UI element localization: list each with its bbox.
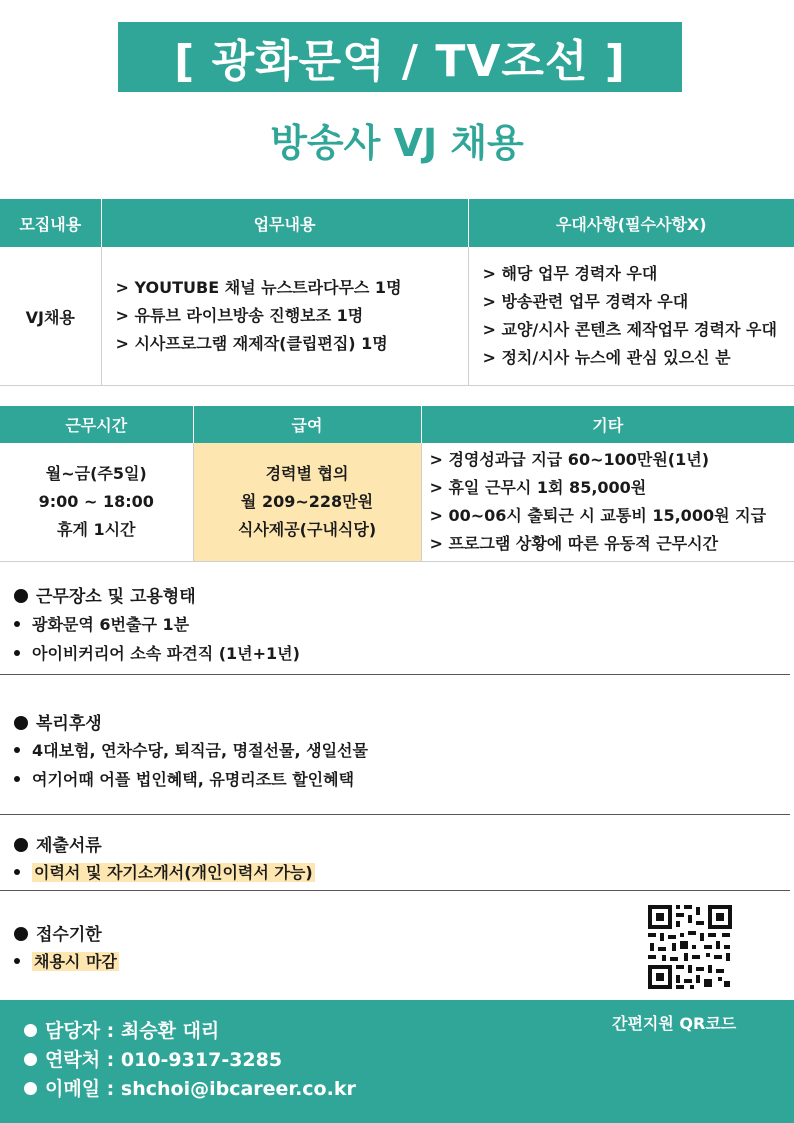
etc-cell: [421, 443, 794, 562]
bullet-icon: [14, 958, 20, 964]
bullet-icon: [14, 838, 28, 852]
divider: [0, 814, 790, 815]
location-item: 아이비커리어 소속 파견직 (1년+1년): [0, 639, 300, 669]
bullet-icon: [24, 1053, 37, 1066]
header-recruitment: 모집내용: [0, 199, 101, 247]
etc-list: [422, 446, 794, 558]
header-salary: 급여: [193, 406, 421, 443]
header-etc: 기타: [421, 406, 794, 443]
bullet-icon: [14, 589, 28, 603]
bullet-icon: [24, 1024, 37, 1037]
etc-item: > 휴일 근무시 1회 85,000원: [429, 478, 647, 497]
qr-caption: 간편지원 QR코드: [612, 1014, 737, 1033]
section-deadline: [14, 920, 102, 945]
conditions-table-header: [0, 406, 794, 443]
qr-code-graphic: [646, 903, 734, 991]
recruitment-table: [0, 199, 794, 386]
salary-line: 경력별 협의: [265, 464, 349, 483]
hours-line: 9:00 ~ 18:00: [38, 492, 154, 511]
salary-line: 월 209~228만원: [240, 492, 374, 511]
benefit-item: 여기어때 어플 법인혜택, 유명리조트 할인혜택: [0, 765, 354, 795]
preferences-cell: [468, 247, 794, 386]
page-title-banner: [118, 22, 682, 92]
section-deadline-title: 접수기한: [14, 920, 102, 945]
contact-manager: 담당자 : 최승환 대리: [24, 1016, 219, 1043]
bullet-icon: [24, 1082, 37, 1095]
duty-item: > 시사프로그램 재제작(클립편집) 1명: [115, 334, 388, 353]
recruitment-table-row: [0, 247, 794, 386]
section-benefits-title: 복리후생: [14, 709, 102, 734]
salary-cell: [193, 443, 421, 562]
benefit-item: 4대보험, 연차수당, 퇴직금, 명절선물, 생일선물: [0, 736, 368, 766]
header-duties: 업무내용: [101, 199, 468, 247]
section-documents-title: 제출서류: [14, 831, 102, 856]
bullet-icon: [14, 747, 20, 753]
page-subtitle: 방송사 VJ 채용: [270, 121, 524, 165]
location-item: 광화문역 6번출구 1분: [0, 610, 189, 640]
etc-item: > 00~06시 출퇴근 시 교통비 15,000원 지급: [429, 506, 767, 525]
deadline-item: 채용시 마감: [0, 947, 119, 977]
preferences-list: [469, 260, 794, 372]
recruitment-table-header: [0, 199, 794, 247]
duty-item: > 유튜브 라이브방송 진행보조 1명: [115, 306, 364, 325]
preference-item: > 정치/시사 뉴스에 관심 있으신 분: [482, 348, 731, 367]
preference-item: > 방송관련 업무 경력자 우대: [482, 292, 689, 311]
duties-list: [102, 274, 468, 358]
divider: [0, 890, 790, 891]
contact-phone[interactable]: 연락처 : 010-9317-3285: [24, 1045, 282, 1072]
header-preferences: 우대사항(필수사항X): [468, 199, 794, 247]
hours-line: 월~금(주5일): [45, 464, 147, 483]
contact-email[interactable]: 이메일 : shchoi@ibcareer.co.kr: [24, 1074, 356, 1101]
duty-item: > YOUTUBE 채널 뉴스트라다무스 1명: [115, 278, 402, 297]
conditions-table: [0, 406, 794, 562]
page-title: [ 광화문역 / TV조선 ]: [174, 36, 626, 87]
header-hours: 근무시간: [0, 406, 193, 443]
conditions-table-row: [0, 443, 794, 562]
bullet-icon: [14, 927, 28, 941]
qr-code-icon[interactable]: [646, 903, 734, 991]
section-location: [14, 582, 196, 607]
etc-item: > 프로그램 상황에 따른 유동적 근무시간: [429, 534, 719, 553]
section-benefits: [14, 709, 102, 734]
hours-cell: [0, 443, 193, 562]
divider: [0, 674, 790, 675]
etc-item: > 경영성과급 지급 60~100만원(1년): [429, 450, 710, 469]
position-cell: VJ채용: [0, 247, 101, 386]
hours-line: 휴게 1시간: [56, 520, 136, 539]
section-documents: [14, 831, 102, 856]
document-item: 이력서 및 자기소개서(개인이력서 가능): [0, 858, 315, 888]
preference-item: > 해당 업무 경력자 우대: [482, 264, 658, 283]
duties-cell: [101, 247, 468, 386]
bullet-icon: [14, 869, 20, 875]
preference-item: > 교양/시사 콘텐츠 제작업무 경력자 우대: [482, 320, 777, 339]
section-location-title: 근무장소 및 고용형태: [14, 582, 196, 607]
bullet-icon: [14, 650, 20, 656]
bullet-icon: [14, 621, 20, 627]
salary-line: 식사제공(구내식당): [237, 520, 377, 539]
bullet-icon: [14, 776, 20, 782]
bullet-icon: [14, 716, 28, 730]
